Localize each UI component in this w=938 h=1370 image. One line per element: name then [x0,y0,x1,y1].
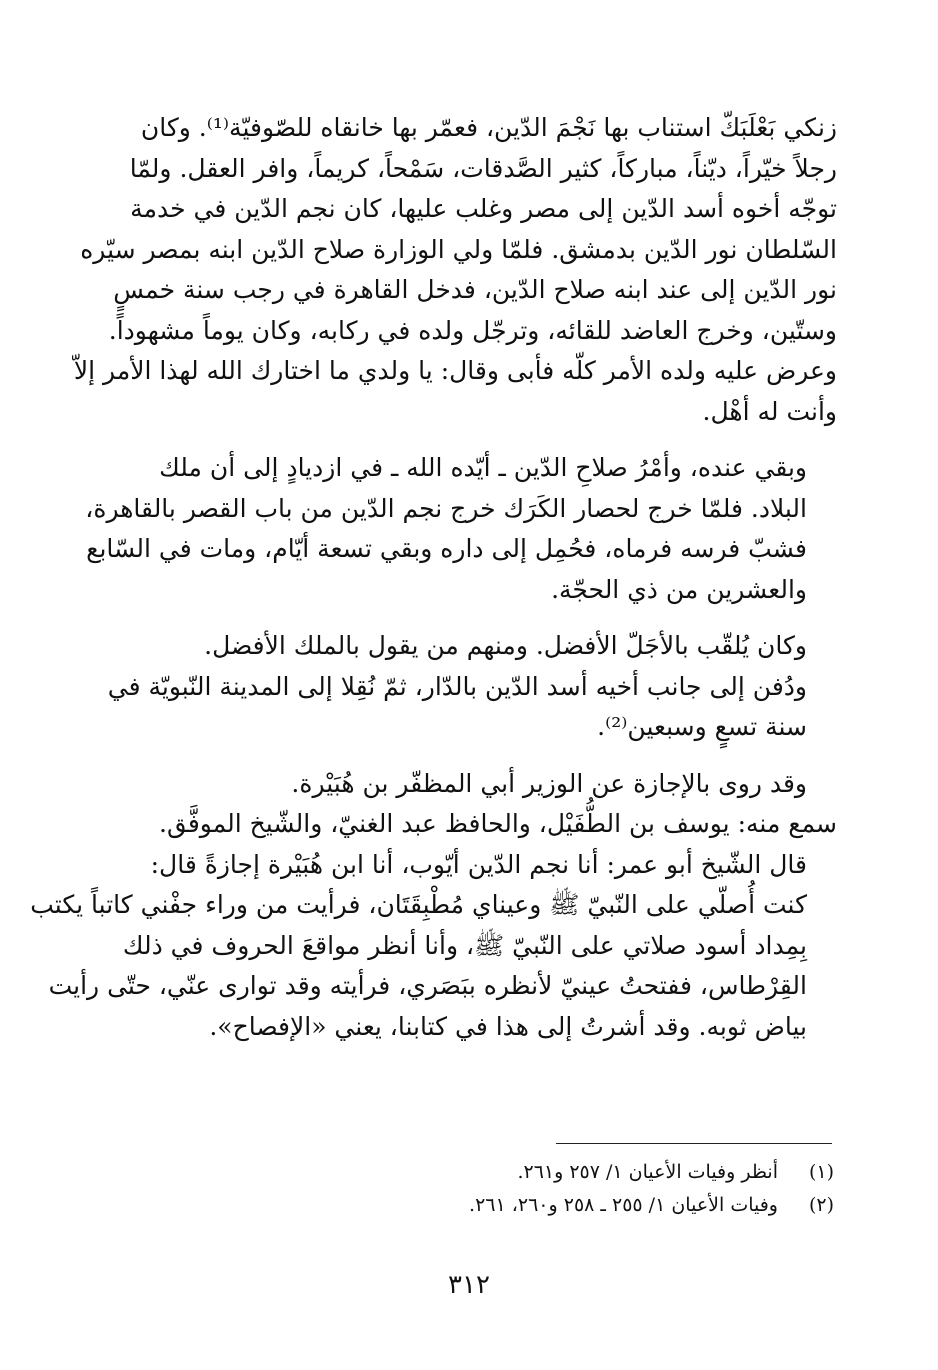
footnote-number: (١) [808,1161,834,1183]
footnote-divider [556,1143,832,1144]
paragraph-5 [102,764,837,805]
footnote-text: أنظر وفيات الأعيان ١/ ٢٥٧ و٢٦١. [517,1161,778,1183]
text-line: والعشرين من ذي الحجّة. [551,574,807,604]
text-line: بِمِداد أسود صلاتي على النّبيّ ﷺ، وأنا أنظر مواقعَ الحروف في ذلك [122,930,807,960]
footnote-1 [234,1156,834,1189]
footnotes [234,1156,834,1222]
text-line: رجلاً خيّراً، ديّناً، مباركاً، كثير الصَّدقات، سَمْحاً، كريماً، وافر العقل. ولمّا [129,153,837,183]
text-line: وأنت له أهْل. [702,396,837,426]
text-line: سمع منه: يوسف بن الطُّفَيْل، والحافظ عبد الغنيّ، والشّيخ الموفَّق. [159,809,837,838]
text-line: وستّين، وخرج العاضد للقائه، وترجّل ولده في ركابه، وكان يوماً مشهوداً. [108,315,837,345]
text-line: وكان يُلقّب بالأجَلّ الأفضل. ومنهم من يقول بالملك الأفضل. [204,631,807,660]
paragraph-6 [102,804,837,845]
text-line: ودُفن إلى جانب أخيه أسد الدّين بالدّار، ثمّ نُقِلا إلى المدينة النّبويّة في [107,671,807,701]
text-line: بياض ثوبه. وقد أشرتُ إلى هذا في كتابنا، يعني «الإفصاح». [209,1011,807,1041]
paragraph-1 [73,108,837,432]
text-line: كنت أُصلّي على النّبيّ ﷺ وعيناي مُطْبِقَتَان، فرأيت من وراء جفْني كاتباً يكتب [30,890,807,919]
text-line: السّلطان نور الدّين بدمشق. فلمّا ولي الوزارة صلاح الدّين ابنه بمصر سيّره [80,234,837,264]
text-line: زنكي بَعْلَبَكّ استناب بها نَجْمَ الدّين، فعمّر بها خانقاه للصّوفيّة⁽¹⁾. وكان [140,113,837,142]
footnote-number: (٢) [808,1194,834,1216]
page-number: ٣١٢ [448,1270,490,1300]
text-line: وبقي عنده، وأمْرُ صلاحِ الدّين ـ أيّده الله ـ في ازديادٍ إلى أن ملك [159,453,807,482]
text-line: القِرْطاس، ففتحتُ عينيّ لأنظره ببَصَري، فرأيته وقد توارى عنّي، حتّى رأيت [48,971,807,1000]
text-line: فشبّ فرسه فرماه، فحُمِل إلى داره وبقي تسعة أيّام، ومات في السّابع [86,534,807,563]
text-line: وعرض عليه ولده الأمر كلّه فأبى وقال: يا ولدي ما اختارك الله لهذا الأمر إلاّ [73,356,837,385]
text-line: البلاد. فلمّا خرج لحصار الكَرَك خرج نجم الدّين من باب القصر بالقاهرة، [85,493,807,523]
paragraph-7 [30,845,837,1048]
text-line: قال الشّيخ أبو عمر: أنا نجم الدّين أيّوب، أنا ابن هُبَيْرة إجازةً قال: [150,849,807,879]
text-line: سنة تسعٍ وسبعين⁽²⁾. [597,712,807,741]
footnote-2 [234,1189,834,1222]
text-line: توجّه أخوه أسد الدّين إلى مصر وغلب عليها، كان نجم الدّين في خدمة [130,194,837,223]
main-text [30,108,837,1047]
paragraph-4 [102,667,837,748]
text-line: نور الدّين إلى عند ابنه صلاح الدّين، فدخل القاهرة في رجب سنة خمسٍ [113,275,837,304]
footnote-text: وفيات الأعيان ١/ ٢٥٥ ـ ٢٥٨ و٢٦٠، ٢٦١. [469,1194,778,1216]
paragraph-3 [102,626,837,667]
text-line: وقد روى بالإجازة عن الوزير أبي المظفّر بن هُبَيْرة. [291,768,807,798]
paragraph-2 [85,448,837,610]
